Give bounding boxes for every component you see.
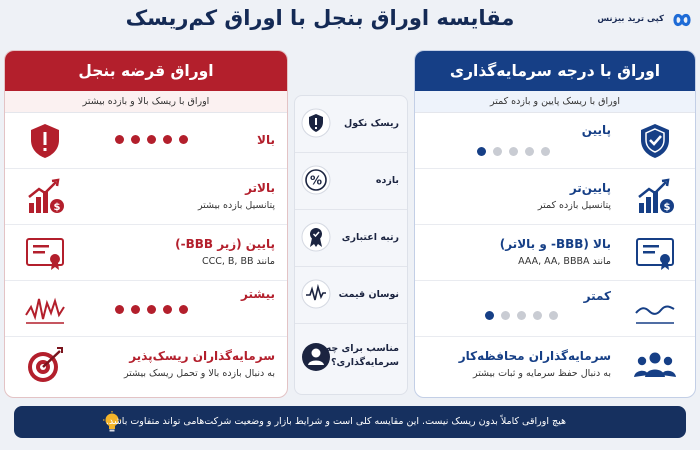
investment-grade-subtitle: اوراق با ریسک پایین و بازده کمتر [415,91,695,113]
ig-yield-value: پایین‌تر [569,181,611,195]
junk-panel-subtitle: اوراق با ریسک بالا و بازده بیشتر [5,91,287,113]
junk-bonds-panel [4,50,288,398]
ig-investor-note: به دنبال حفظ سرمایه و ثبات بیشتر [472,368,611,379]
criteria-label: رتبه اعتباری [341,232,399,243]
percent-icon [301,165,331,195]
criteria-investor [295,324,407,396]
brand-name: کپی ترید بیزنس [597,14,664,24]
header [0,0,700,42]
junk-yield-value: بالاتر [245,181,275,195]
ig-row-default-risk [415,113,695,169]
junk-rating-examples: مانند CCC, B, BB [201,256,275,267]
ig-rating-value: بالا (BBB- و بالاتر) [499,237,611,251]
infinity-logo-icon [668,7,696,33]
shield-alert-icon [23,121,67,161]
dot-filled [179,135,188,144]
footer-disclaimer [14,406,686,438]
ig-row-volatility [415,281,695,337]
junk-investor-note: به دنبال بازده بالا و تحمل ریسک بیشتر [123,368,275,379]
svg-text:$: $ [53,202,61,213]
criteria-yield [295,153,407,210]
junk-panel-title: اوراق قرضه بنجل [5,51,287,91]
junk-row-rating [5,225,287,281]
shield-alert-icon [301,108,331,138]
ig-volatility-value: کمتر [583,289,611,303]
criteria-default-risk [295,96,407,153]
dot-filled [131,135,140,144]
criteria-column [294,95,408,395]
bar-chart-dollar-icon [23,177,67,217]
junk-row-volatility [5,281,287,337]
disclaimer-text: هیچ اوراقی کاملاً بدون ریسک نیست. این مقایسه کلی است و شرایط بازار و وضعیت شرکت‌هامی تواند متفاوت باشد. [105,416,566,427]
ig-row-investor [415,337,695,393]
ig-row-yield [415,169,695,225]
dot-empty [509,147,518,156]
ig-risk-dots [477,147,550,159]
dot-empty [549,311,558,320]
junk-row-yield [5,169,287,225]
bar-chart-dollar-icon [633,177,677,217]
criteria-rating [295,210,407,267]
investment-grade-title: اوراق با درجه سرمایه‌گذاری [415,51,695,91]
junk-risk-value: بالا [257,133,275,147]
criteria-label: بازده [375,175,399,186]
target-icon [23,345,67,385]
junk-investor-value: سرمایه‌گذاران ریسک‌پذیر [129,349,275,363]
ig-row-rating [415,225,695,281]
dot-filled [179,305,188,314]
page-title: مقایسه اوراق بنجل با اوراق کم‌ریسک [125,6,515,30]
svg-text:$: $ [663,202,671,213]
dot-filled [131,305,140,314]
dot-filled [115,135,124,144]
certificate-icon [23,233,67,273]
junk-volatility-value: بیشتر [241,287,275,301]
heartbeat-line-icon [301,279,331,309]
ig-investor-value: سرمایه‌گذاران محافظه‌کار [458,349,611,363]
dot-filled [163,305,172,314]
award-badge-icon [301,222,331,252]
ig-rating-examples: مانند AAA, AA, BBBA [518,256,611,267]
criteria-label-line2: سرمایه‌گذاری؟ [331,357,399,368]
dot-empty [533,311,542,320]
group-icon [633,345,677,385]
dot-filled [115,305,124,314]
dot-filled [163,135,172,144]
dot-empty [501,311,510,320]
criteria-label: مناسب برای چه [325,343,399,354]
junk-volatility-dots [115,305,188,317]
svg-text:%: % [309,173,323,188]
junk-row-investor [5,337,287,393]
junk-row-default-risk [5,113,287,169]
volatile-line-icon [23,289,67,329]
investment-grade-panel [414,50,696,398]
ig-risk-value: پایین [581,123,611,137]
shield-check-icon [633,121,677,161]
dot-filled [485,311,494,320]
ig-volatility-dots [485,311,558,323]
dot-empty [517,311,526,320]
ig-yield-note: پتانسیل بازده کمتر [537,200,611,211]
criteria-label: نوسان قیمت [338,289,399,300]
brand-logo[interactable] [590,5,696,35]
dot-empty [525,147,534,156]
junk-yield-note: پتانسیل بازده بیشتر [197,200,275,211]
dot-filled [147,305,156,314]
junk-risk-dots [115,135,188,147]
dot-filled [477,147,486,156]
junk-rating-value: پایین (زیر BBB-) [175,237,275,251]
criteria-label: ریسک نکول [343,118,399,129]
dot-filled [147,135,156,144]
dot-empty [541,147,550,156]
certificate-icon [633,233,677,273]
smooth-line-icon [633,289,677,329]
dot-empty [493,147,502,156]
criteria-volatility [295,267,407,324]
